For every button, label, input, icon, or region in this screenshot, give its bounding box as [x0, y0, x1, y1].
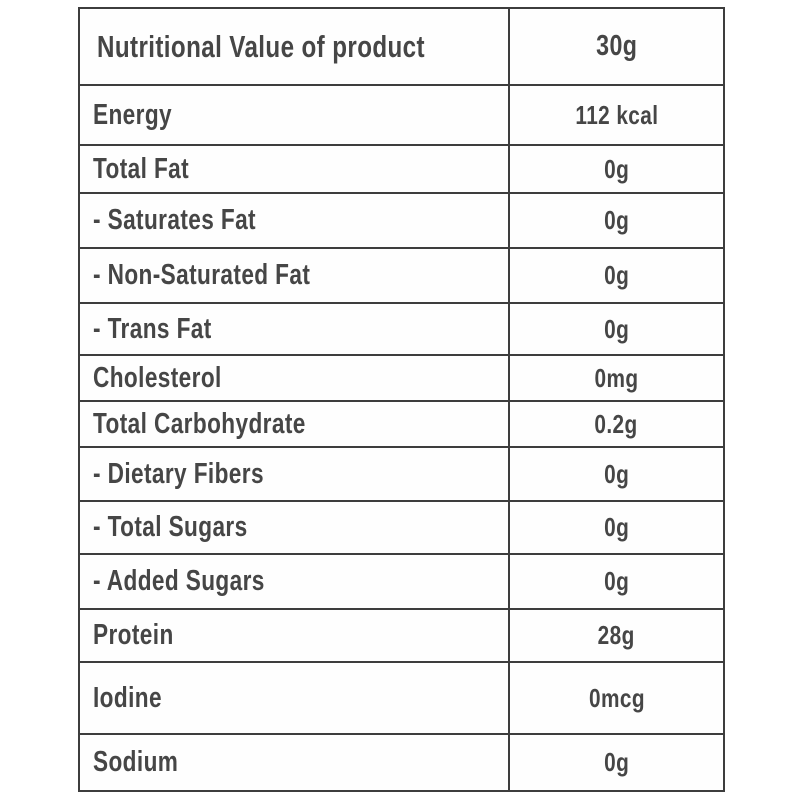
nutrient-value-cell — [510, 194, 723, 247]
table-row-trans-fat — [80, 302, 723, 354]
nutrient-value-cell — [510, 663, 723, 733]
nutrient-label: Total Fat — [93, 152, 190, 185]
nutrient-value: 0g — [603, 153, 630, 184]
nutrient-value: 0g — [603, 313, 630, 344]
table-row-total-carbohydrate — [80, 400, 723, 446]
table-header-title-cell — [80, 9, 510, 84]
nutrient-value-cell — [510, 610, 723, 661]
nutrient-value-cell — [510, 304, 723, 354]
nutrient-value: 28g — [597, 620, 636, 650]
table-row-iodine — [80, 661, 723, 733]
table-row-non-saturated-fat — [80, 247, 723, 302]
nutrient-label: Cholesterol — [93, 361, 222, 394]
nutrient-label: Iodine — [93, 681, 162, 714]
nutrient-label-cell — [80, 304, 510, 354]
nutrient-label: - Dietary Fibers — [93, 457, 264, 490]
table-row-total-fat — [80, 144, 723, 192]
table-row-energy — [80, 84, 723, 144]
nutrient-value-cell — [510, 356, 723, 400]
nutrient-value: 0.2g — [594, 408, 639, 439]
table-row-protein — [80, 608, 723, 661]
nutrient-value-cell — [510, 735, 723, 790]
nutrient-value: 0g — [603, 566, 630, 596]
nutrient-value: 0mcg — [588, 682, 645, 713]
nutrient-value-cell — [510, 502, 723, 553]
nutrient-value-cell — [510, 86, 723, 144]
nutrient-label: - Trans Fat — [93, 312, 212, 345]
nutrient-label-cell — [80, 356, 510, 400]
nutrient-value-cell — [510, 146, 723, 192]
table-row-cholesterol — [80, 354, 723, 400]
nutrient-label: - Saturates Fat — [93, 204, 256, 236]
nutrient-label: - Non-Saturated Fat — [93, 259, 311, 291]
serving-size-value: 30g — [595, 30, 638, 62]
nutrient-label-cell — [80, 448, 510, 500]
nutrient-value: 0g — [603, 205, 630, 235]
nutrition-table — [78, 7, 725, 792]
nutrient-label-cell — [80, 502, 510, 553]
table-row-total-sugars — [80, 500, 723, 553]
nutrient-label: Total Carbohydrate — [93, 407, 306, 440]
nutrient-value-cell — [510, 448, 723, 500]
nutrient-label-cell — [80, 555, 510, 608]
nutrient-value: 0mg — [594, 362, 639, 393]
table-header-row — [80, 9, 723, 84]
nutrient-value-cell — [510, 555, 723, 608]
table-row-saturates-fat — [80, 192, 723, 247]
table-title: Nutritional Value of product — [97, 28, 425, 64]
nutrient-value: 0g — [603, 512, 630, 542]
table-row-sodium — [80, 733, 723, 790]
nutrient-label-cell — [80, 146, 510, 192]
table-row-dietary-fibers — [80, 446, 723, 500]
nutrient-label-cell — [80, 610, 510, 661]
nutrient-label: - Total Sugars — [93, 511, 248, 543]
table-header-serving-cell — [510, 9, 723, 84]
nutrient-value-cell — [510, 249, 723, 302]
nutrient-label-cell — [80, 735, 510, 790]
table-row-added-sugars — [80, 553, 723, 608]
nutrient-label: Energy — [93, 98, 173, 131]
nutrient-label-cell — [80, 86, 510, 144]
nutrient-value: 0g — [603, 260, 630, 290]
nutrient-value: 0g — [603, 458, 630, 489]
nutrient-label-cell — [80, 663, 510, 733]
nutrient-value-cell — [510, 402, 723, 446]
nutrient-label: - Added Sugars — [93, 565, 265, 597]
nutrient-label: Sodium — [93, 746, 179, 778]
nutrient-value: 112 kcal — [574, 99, 659, 130]
nutrient-label-cell — [80, 194, 510, 247]
nutrient-label: Protein — [93, 619, 174, 651]
nutrient-label-cell — [80, 249, 510, 302]
nutrient-value: 0g — [603, 747, 630, 777]
nutrient-label-cell — [80, 402, 510, 446]
